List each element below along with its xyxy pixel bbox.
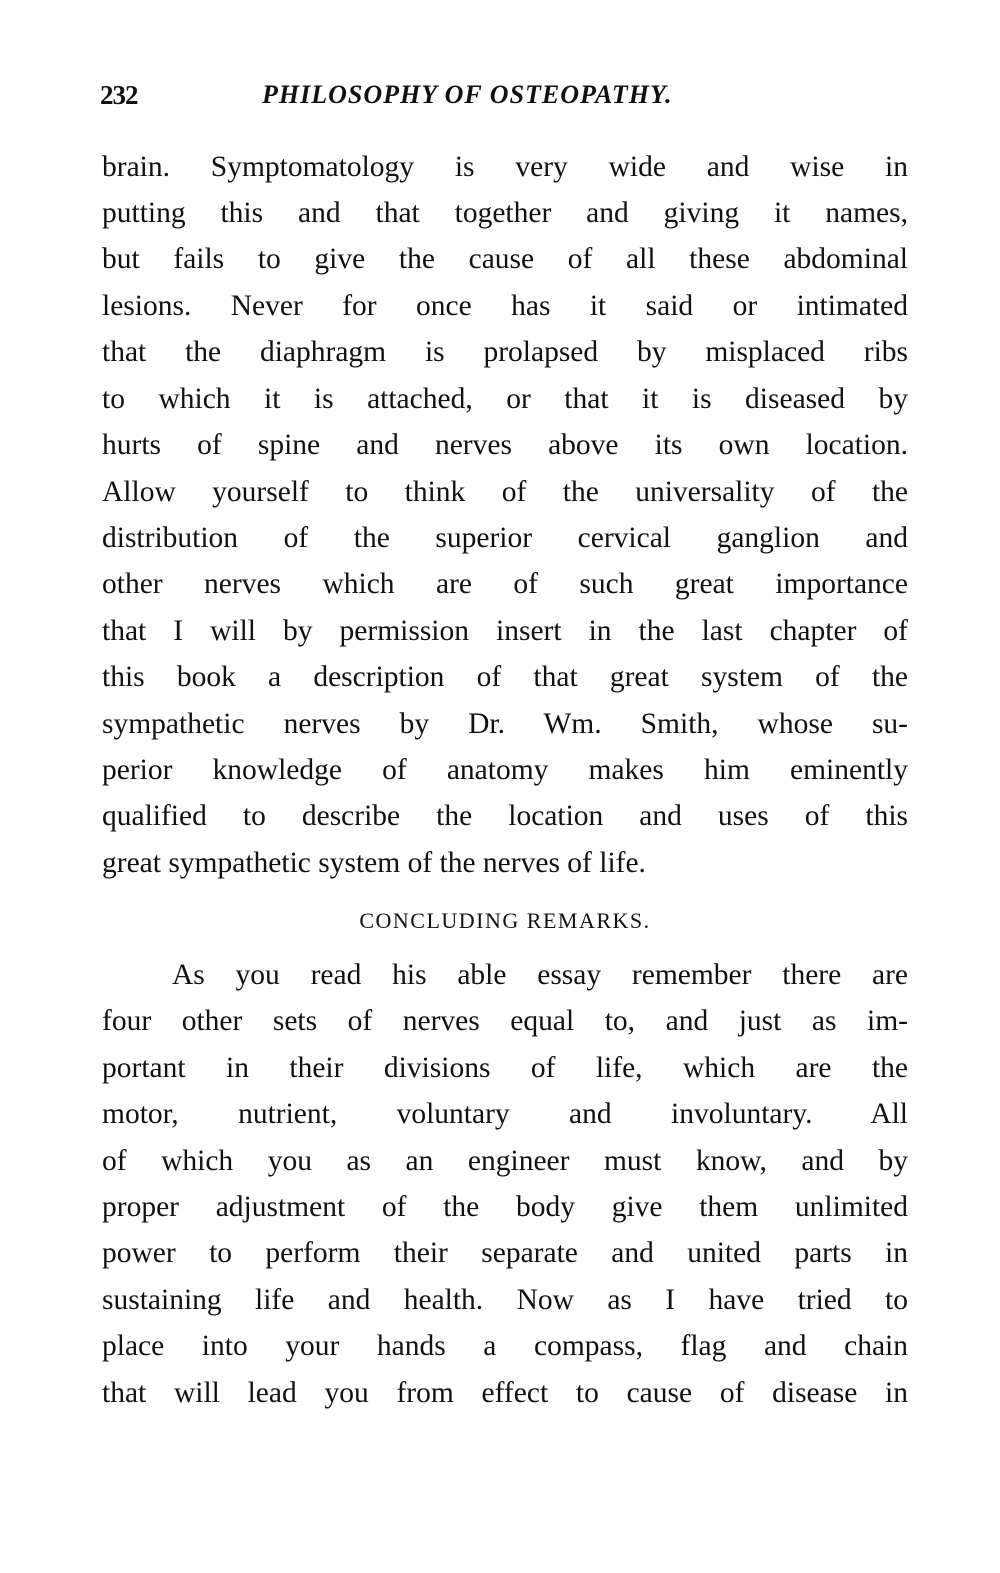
- text-line: lesions. Never for once has it said or intimated: [102, 290, 908, 322]
- text-line: As you read his able essay remember there are: [172, 959, 908, 991]
- text-line: qualified to describe the location and uses of this: [102, 800, 908, 832]
- text-line: place into your hands a compass, flag and chain: [102, 1330, 908, 1362]
- page-number: 232: [100, 80, 138, 110]
- section-heading: CONCLUDING REMARKS.: [359, 908, 651, 933]
- text-line: perior knowledge of anatomy makes him eminently: [102, 754, 908, 786]
- text-line: of which you as an engineer must know, and by: [102, 1145, 908, 1177]
- text-line: to which it is attached, or that it is diseased by: [102, 383, 908, 415]
- text-line: that will lead you from effect to cause of disease in: [102, 1377, 908, 1409]
- text-line: that I will by permission insert in the last chapter of: [102, 615, 908, 647]
- text-line: but fails to give the cause of all these abdominal: [102, 243, 908, 275]
- text-line: sustaining life and health. Now as I have tried to: [102, 1284, 908, 1316]
- text-line: portant in their divisions of life, which are the: [102, 1052, 908, 1084]
- text-line: motor, nutrient, voluntary and involuntary. All: [102, 1098, 908, 1130]
- running-head-title: PHILOSOPHY OF OSTEOPATHY.: [262, 80, 673, 109]
- text-line: proper adjustment of the body give them unlimited: [102, 1191, 908, 1223]
- text-line: that the diaphragm is prolapsed by misplaced ribs: [102, 336, 908, 368]
- text-line: sympathetic nerves by Dr. Wm. Smith, whose su-: [102, 708, 908, 740]
- text-line: this book a description of that great system of the: [102, 661, 908, 693]
- text-line: four other sets of nerves equal to, and just as im-: [102, 1005, 908, 1037]
- text-line: distribution of the superior cervical ganglion and: [102, 522, 908, 554]
- text-line: hurts of spine and nerves above its own location.: [102, 429, 908, 461]
- text-line: power to perform their separate and united parts in: [102, 1237, 908, 1269]
- page-header: [100, 80, 910, 120]
- text-line: putting this and that together and giving it names,: [102, 197, 908, 229]
- text-line: great sympathetic system of the nerves of life.: [102, 847, 646, 879]
- text-line: brain. Symptomatology is very wide and wise in: [102, 151, 908, 183]
- text-line: other nerves which are of such great importance: [102, 568, 908, 600]
- text-line: Allow yourself to think of the universality of the: [102, 476, 908, 508]
